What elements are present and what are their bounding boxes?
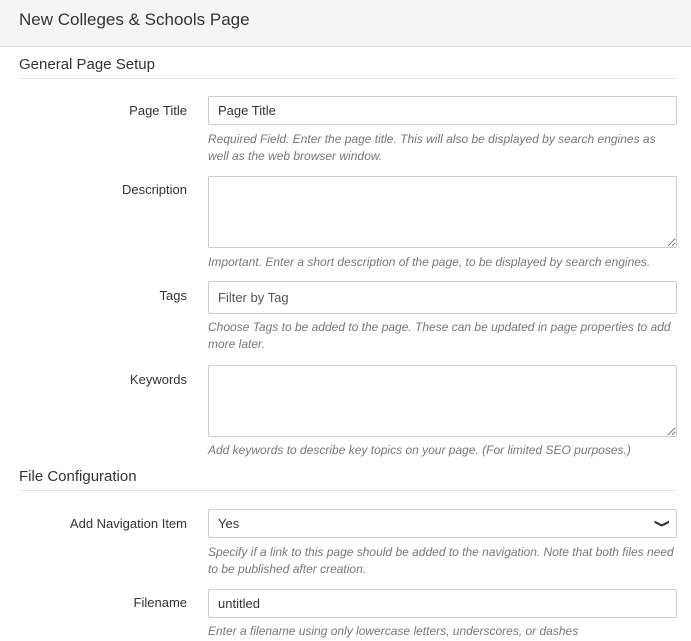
page-header bbox=[0, 0, 691, 47]
page-title-label: Page Title bbox=[129, 103, 187, 118]
nav-item-select[interactable] bbox=[208, 509, 677, 538]
description-label: Description bbox=[121, 182, 187, 197]
tags-label: Tags bbox=[159, 288, 187, 303]
section-general-heading: General Page Setup bbox=[19, 56, 677, 79]
keywords-textarea[interactable] bbox=[208, 365, 677, 437]
tags-help: Choose Tags to be added to the page. These can be updated in page properties to add more later. bbox=[208, 320, 671, 351]
chevron-down-icon: ❯ bbox=[653, 518, 670, 529]
filename-input[interactable] bbox=[208, 589, 677, 618]
filename-help: Enter a filename using only lowercase letters, underscores, or dashes bbox=[208, 624, 579, 638]
description-textarea[interactable] bbox=[208, 176, 677, 248]
keywords-label: Keywords bbox=[129, 372, 187, 387]
page-title-help: Required Field. Enter the page title. This will also be displayed by search engines as well as the web browser window. bbox=[208, 132, 656, 163]
description-help: Important. Enter a short description of the page, to be displayed by search engines. bbox=[208, 255, 651, 269]
nav-item-value: Yes bbox=[218, 516, 240, 531]
nav-item-help: Specify if a link to this page should be added to the navigation. Note that both files need to be published after creation. bbox=[208, 545, 674, 576]
page-title: New Colleges & Schools Page bbox=[19, 10, 250, 29]
section-file-heading: File Configuration bbox=[19, 468, 677, 491]
keywords-help: Add keywords to describe key topics on your page. (For limited SEO purposes.) bbox=[208, 443, 631, 457]
filename-label: Filename bbox=[133, 595, 187, 610]
tags-input[interactable] bbox=[208, 281, 677, 314]
page-title-input[interactable] bbox=[208, 96, 677, 125]
nav-item-label: Add Navigation Item bbox=[69, 516, 187, 531]
